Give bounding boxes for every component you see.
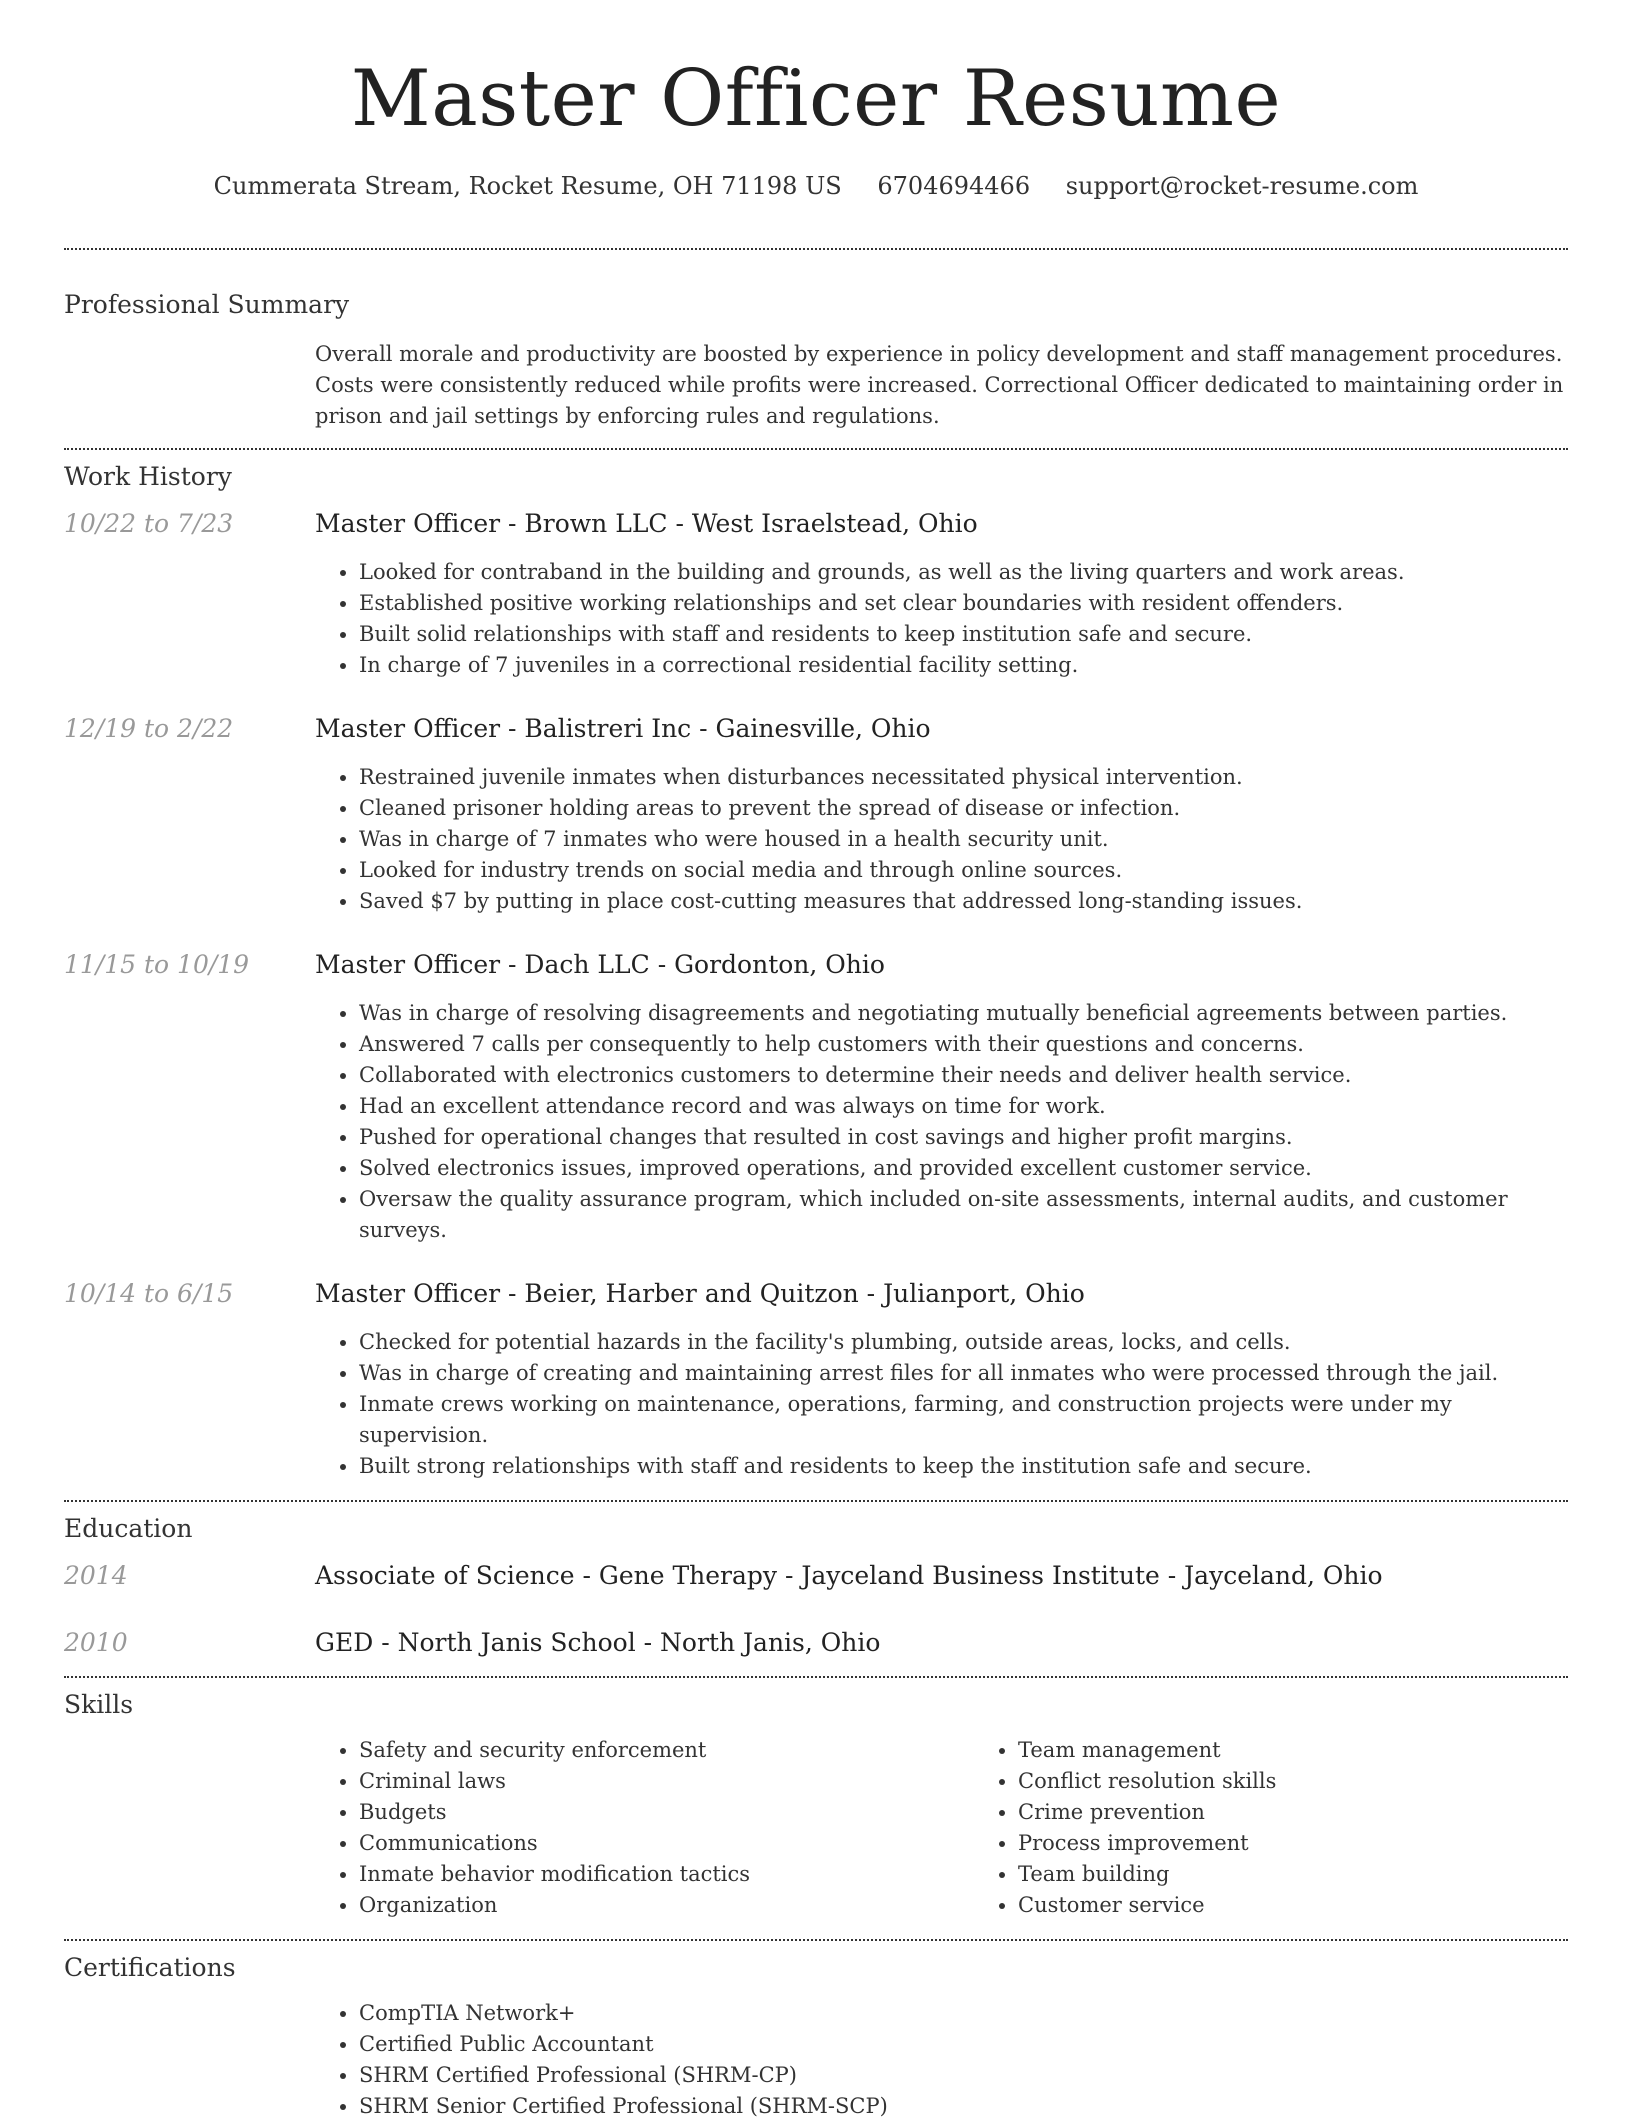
list-item: • Looked for contraband in the building and grounds, as well as the living quarters and work areas. <box>359 557 1568 588</box>
list-item: • Looked for industry trends on social media and through online sources. <box>359 855 1568 886</box>
certifications-heading: Certifications <box>64 1953 236 1982</box>
list-item: • Communications <box>359 1828 974 1859</box>
summary-heading: Professional Summary <box>64 290 350 319</box>
skills-list-left <box>315 1735 974 1921</box>
job-bullets <box>315 557 1568 681</box>
list-item: • Built strong relationships with staff and residents to keep the institution safe and secure. <box>359 1451 1568 1482</box>
list-item: • Collaborated with electronics customers to determine their needs and deliver health service. <box>359 1060 1568 1091</box>
skills-spacer <box>64 1735 315 1921</box>
list-item: • Answered 7 calls per consequently to help customers with their questions and concerns. <box>359 1029 1568 1060</box>
certifications-spacer <box>64 1998 315 2122</box>
list-item: • Criminal laws <box>359 1766 974 1797</box>
education-entry <box>64 1628 1568 1658</box>
contact-line <box>64 172 1568 200</box>
education-year: 2014 <box>64 1561 128 1590</box>
job-dates: 11/15 to 10/19 <box>64 950 250 979</box>
list-item: • Team management <box>1018 1735 1632 1766</box>
skills-row <box>64 1735 1568 1921</box>
contact-address: Cummerata Stream, Rocket Resume, OH 71198 US <box>213 172 842 200</box>
list-item: • Saved $7 by putting in place cost-cutting measures that addressed long-standing issues. <box>359 886 1568 917</box>
work-history-heading: Work History <box>64 462 232 491</box>
job-title: Master Officer - Brown LLC - West Israelstead, Ohio <box>315 509 978 538</box>
list-item: • Crime prevention <box>1018 1797 1632 1828</box>
section-divider <box>64 1676 1568 1678</box>
job-body <box>315 950 1568 1246</box>
summary-spacer <box>64 339 315 432</box>
job-dates: 12/19 to 2/22 <box>64 714 234 743</box>
job-dates: 10/14 to 6/15 <box>64 1279 234 1308</box>
job-bullets <box>315 1327 1568 1482</box>
list-item: • Conflict resolution skills <box>1018 1766 1632 1797</box>
certifications-list <box>315 1998 1568 2122</box>
list-item: • Built solid relationships with staff and residents to keep institution safe and secure. <box>359 619 1568 650</box>
list-item: • Customer service <box>1018 1890 1632 1921</box>
list-item: • Established positive working relationships and set clear boundaries with resident offenders. <box>359 588 1568 619</box>
job-entry <box>64 714 1568 917</box>
list-item: • Team building <box>1018 1859 1632 1890</box>
education-text: Associate of Science - Gene Therapy - Jayceland Business Institute - Jayceland, Ohio <box>315 1561 1383 1590</box>
education-text: GED - North Janis School - North Janis, Ohio <box>315 1628 881 1657</box>
list-item: • Budgets <box>359 1797 974 1828</box>
summary-row <box>64 339 1568 432</box>
job-body <box>315 714 1568 917</box>
list-item: • Inmate crews working on maintenance, operations, farming, and construction projects were under my supervision. <box>359 1389 1568 1451</box>
contact-phone: 6704694466 <box>877 172 1031 200</box>
list-item: • Certified Public Accountant <box>359 2029 1568 2060</box>
list-item: • SHRM Senior Certified Professional (SHRM-SCP) <box>359 2091 1568 2122</box>
education-year: 2010 <box>64 1628 128 1657</box>
job-title: Master Officer - Dach LLC - Gordonton, Ohio <box>315 950 885 979</box>
list-item: • Safety and security enforcement <box>359 1735 974 1766</box>
section-divider <box>64 1500 1568 1502</box>
job-bullets <box>315 762 1568 917</box>
list-item: • Was in charge of creating and maintaining arrest files for all inmates who were processed through the jail. <box>359 1358 1568 1389</box>
job-entry <box>64 509 1568 681</box>
list-item: • Was in charge of resolving disagreements and negotiating mutually beneficial agreements between parties. <box>359 998 1568 1029</box>
list-item: • Checked for potential hazards in the facility's plumbing, outside areas, locks, and cells. <box>359 1327 1568 1358</box>
list-item: • In charge of 7 juveniles in a correctional residential facility setting. <box>359 650 1568 681</box>
job-body <box>315 1279 1568 1482</box>
list-item: • Inmate behavior modification tactics <box>359 1859 974 1890</box>
list-item: • Cleaned prisoner holding areas to prevent the spread of disease or infection. <box>359 793 1568 824</box>
summary-text: Overall morale and productivity are boosted by experience in policy development and staff management procedures. Costs were consistently reduced while profits were increased. Correctional Officer dedicated to maintaining order in prison and jail settings by enforcing rules and regulations. <box>315 342 1564 428</box>
list-item: • Restrained juvenile inmates when disturbances necessitated physical intervention. <box>359 762 1568 793</box>
list-item: • CompTIA Network+ <box>359 1998 1568 2029</box>
contact-email: support@rocket-resume.com <box>1065 172 1419 200</box>
education-entry <box>64 1561 1568 1591</box>
job-body <box>315 509 1568 681</box>
job-title: Master Officer - Balistreri Inc - Gainesville, Ohio <box>315 714 931 743</box>
list-item: • Pushed for operational changes that resulted in cost savings and higher profit margins. <box>359 1122 1568 1153</box>
list-item: • Had an excellent attendance record and was always on time for work. <box>359 1091 1568 1122</box>
list-item: • Oversaw the quality assurance program, which included on-site assessments, internal audits, and customer surveys. <box>359 1184 1568 1246</box>
section-divider <box>64 1939 1568 1941</box>
resume-title: Master Officer Resume <box>350 54 1282 144</box>
list-item: • Organization <box>359 1890 974 1921</box>
list-item: • Was in charge of 7 inmates who were housed in a health security unit. <box>359 824 1568 855</box>
list-item: • Process improvement <box>1018 1828 1632 1859</box>
list-item: • SHRM Certified Professional (SHRM-CP) <box>359 2060 1568 2091</box>
job-title: Master Officer - Beier, Harber and Quitzon - Julianport, Ohio <box>315 1279 1085 1308</box>
job-bullets <box>315 998 1568 1246</box>
list-item: • Solved electronics issues, improved operations, and provided excellent customer service. <box>359 1153 1568 1184</box>
section-divider <box>64 448 1568 450</box>
certifications-body <box>315 1998 1568 2122</box>
job-entry <box>64 1279 1568 1482</box>
skills-list-right <box>974 1735 1632 1921</box>
skills-grid <box>315 1735 1632 1921</box>
section-divider <box>64 248 1568 250</box>
job-entry <box>64 950 1568 1246</box>
job-dates: 10/22 to 7/23 <box>64 509 234 538</box>
skills-heading: Skills <box>64 1690 134 1719</box>
certifications-row <box>64 1998 1568 2122</box>
education-heading: Education <box>64 1514 193 1543</box>
